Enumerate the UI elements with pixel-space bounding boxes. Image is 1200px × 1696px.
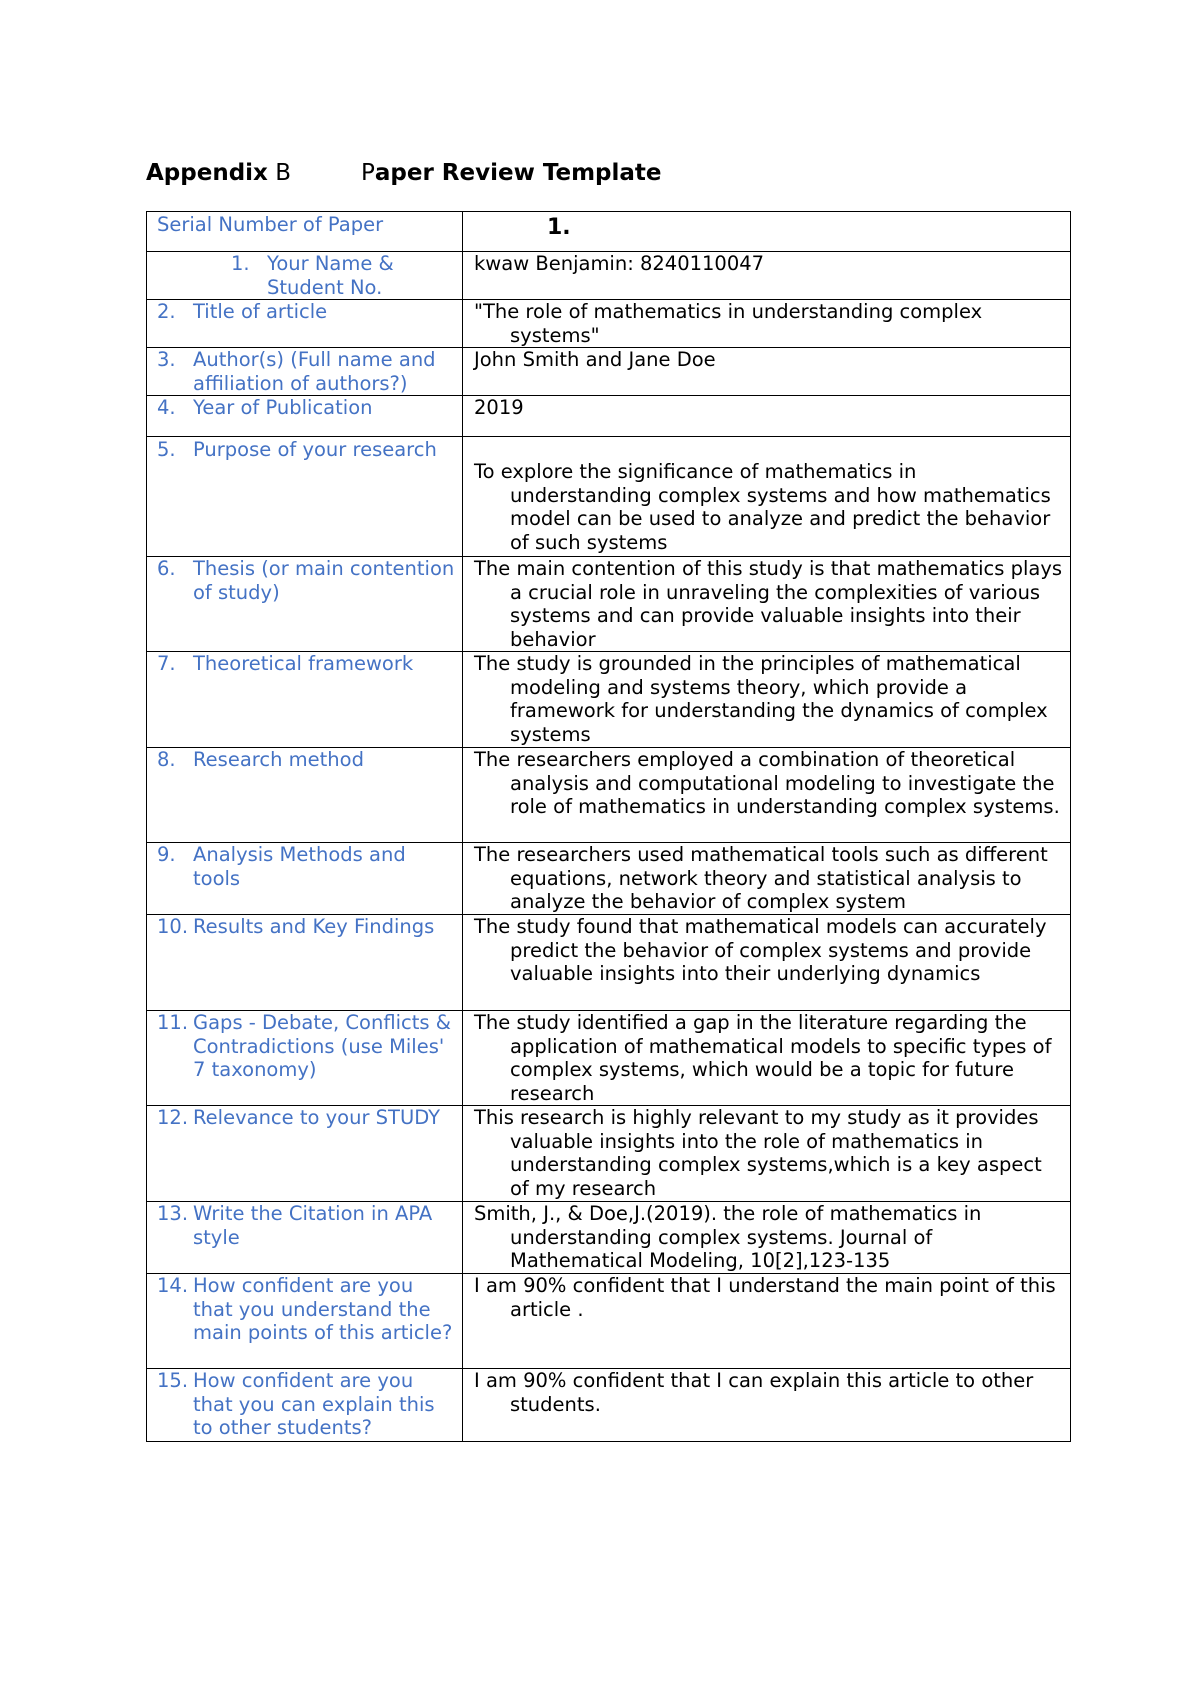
row-label: Write the Citation in APA style [193, 1202, 433, 1249]
row-value-cell [463, 348, 1071, 396]
row-value-cell [463, 843, 1071, 915]
row-label: Thesis (or main contention of study) [193, 557, 455, 604]
row-value: The study identified a gap in the literature regarding the application of mathematical models to specific types of complex systems, which would be a topic for future research [474, 1011, 1052, 1105]
row-label: Purpose of your research [193, 438, 437, 461]
table-row [147, 557, 1071, 652]
table-row [147, 1202, 1071, 1274]
table-row [147, 652, 1071, 748]
row-value: Smith, J., & Doe,J.(2019). the role of mathematics in understanding complex systems. Journal of Mathematical Modeling, 10[2],123-135 [474, 1202, 982, 1272]
table-row [147, 437, 1071, 557]
serial-value: 1. [547, 215, 571, 240]
row-value-cell [463, 1011, 1071, 1106]
row-value: This research is highly relevant to my study as it provides valuable insights into the role of mathematics in understanding complex systems,which is a key aspect of my research [474, 1106, 1042, 1200]
row-label: How confident are you that you understand the main points of this article? [193, 1274, 453, 1344]
table-row [147, 1369, 1071, 1442]
row-label-cell [147, 1011, 463, 1106]
row-number: 2. [157, 300, 176, 323]
serial-label-cell [147, 212, 463, 252]
row-number: 4. [157, 396, 176, 419]
row-value-cell [463, 1369, 1071, 1442]
row-number: 6. [157, 557, 176, 580]
table-row [147, 252, 1071, 300]
row-number: 11. [157, 1011, 189, 1034]
table-row [147, 1011, 1071, 1106]
row-label-cell [147, 300, 463, 348]
table-row [147, 348, 1071, 396]
row-label: Analysis Methods and tools [193, 843, 406, 890]
row-label-cell [147, 437, 463, 557]
row-number: 1. [231, 252, 250, 275]
row-label: Title of article [193, 300, 328, 323]
table-row [147, 748, 1071, 843]
row-value: The main contention of this study is that mathematics plays a crucial role in unraveling the complexities of various systems and can provide valuable insights into their behavior [474, 557, 1063, 651]
row-number: 13. [157, 1202, 189, 1225]
table-row [147, 1106, 1071, 1202]
row-value-cell [463, 396, 1071, 437]
row-value-cell [463, 437, 1071, 557]
row-label: Your Name & Student No. [267, 252, 394, 299]
row-value: The researchers used mathematical tools such as different equations, network theory and statistical analysis to analyze the behavior of complex system [474, 843, 1048, 913]
row-value-cell [463, 748, 1071, 843]
row-value-cell [463, 915, 1071, 1011]
row-label-cell [147, 396, 463, 437]
table-row [147, 843, 1071, 915]
row-number: 15. [157, 1369, 189, 1392]
page-title [146, 160, 662, 186]
row-label-cell [147, 748, 463, 843]
row-value: The researchers employed a combination of theoretical analysis and computational modeling to investigate the role of mathematics in understanding complex systems. [474, 748, 1060, 818]
row-label: Relevance to your STUDY [193, 1106, 441, 1129]
row-value-cell [463, 300, 1071, 348]
row-label-cell [147, 252, 463, 300]
row-label-cell [147, 915, 463, 1011]
row-value-cell [463, 652, 1071, 748]
serial-label: Serial Number of Paper [157, 213, 384, 236]
row-value-cell [463, 557, 1071, 652]
row-label: Theoretical framework [193, 652, 414, 675]
row-value: 2019 [474, 396, 524, 419]
row-label: Year of Publication [193, 396, 373, 419]
row-value-cell [463, 1274, 1071, 1369]
review-table [146, 211, 1071, 1442]
row-value: John Smith and Jane Doe [474, 348, 716, 371]
table-row [147, 915, 1071, 1011]
table-row [147, 1274, 1071, 1369]
row-label-cell [147, 1106, 463, 1202]
row-value-cell [463, 1106, 1071, 1202]
row-label-cell [147, 348, 463, 396]
row-label: How confident are you that you can explain this to other students? [193, 1369, 435, 1439]
row-number: 10. [157, 915, 189, 938]
appendix-letter: B [275, 160, 291, 186]
title-rest: aper Review Template [374, 160, 662, 186]
row-number: 9. [157, 843, 176, 866]
row-value: The study found that mathematical models can accurately predict the behavior of complex systems and provide valuable insights into their underlying dynamics [474, 915, 1047, 985]
table-row [147, 300, 1071, 348]
row-label: Author(s) (Full name and affiliation of authors?) [193, 348, 436, 395]
table-row [147, 396, 1071, 437]
row-label-cell [147, 843, 463, 915]
row-label-cell [147, 1202, 463, 1274]
row-value-cell [463, 1202, 1071, 1274]
appendix-word: Appendix [146, 160, 268, 186]
row-number: 14. [157, 1274, 189, 1297]
row-label-cell [147, 652, 463, 748]
row-value: To explore the significance of mathematics in understanding complex systems and how mathematics model can be used to analyze and predict the behavior of such systems [474, 460, 1051, 554]
serial-row [147, 212, 1071, 252]
title-initial: P [360, 160, 375, 186]
row-number: 12. [157, 1106, 189, 1129]
row-value: kwaw Benjamin: 8240110047 [474, 252, 765, 275]
row-number: 5. [157, 438, 176, 461]
row-value-cell [463, 252, 1071, 300]
row-value: "The role of mathematics in understanding complex systems" [474, 300, 983, 347]
row-number: 3. [157, 348, 176, 371]
row-value: I am 90% confident that I understand the main point of this article . [474, 1274, 1056, 1321]
row-label: Research method [193, 748, 364, 771]
row-number: 7. [157, 652, 176, 675]
row-label: Results and Key Findings [193, 915, 435, 938]
row-value: The study is grounded in the principles of mathematical modeling and systems theory, which provide a framework for understanding the dynamics of complex systems [474, 652, 1048, 746]
row-number: 8. [157, 748, 176, 771]
row-label-cell [147, 1369, 463, 1442]
row-label-cell [147, 557, 463, 652]
row-value: I am 90% confident that I can explain this article to other students. [474, 1369, 1034, 1416]
row-label-cell [147, 1274, 463, 1369]
row-label: Gaps - Debate, Conflicts & Contradictions (use Miles' 7 taxonomy) [193, 1011, 451, 1081]
serial-value-cell [463, 212, 1071, 252]
